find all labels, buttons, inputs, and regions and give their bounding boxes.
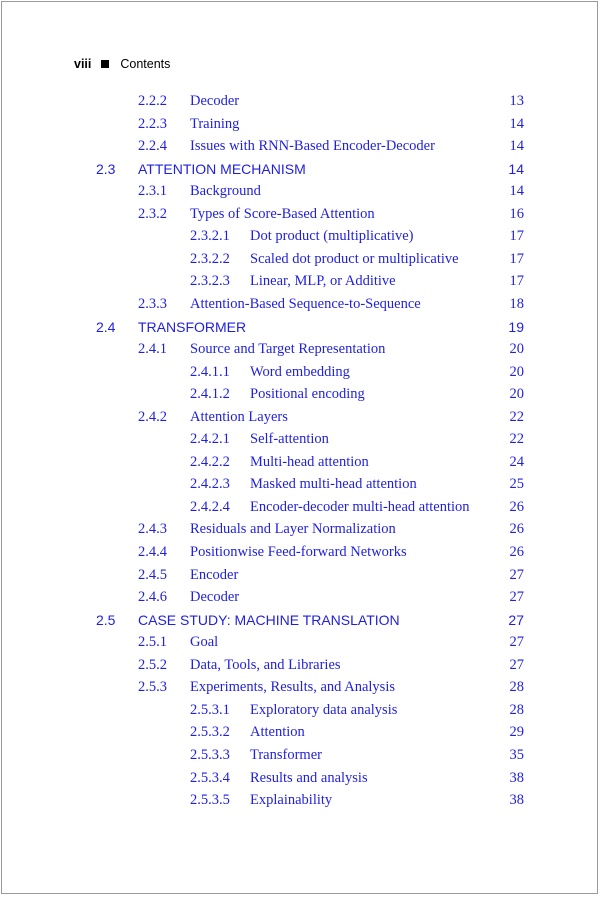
toc-entry-2-4-1-1[interactable]	[0, 361, 600, 383]
toc-entry-page: 14	[508, 160, 524, 177]
toc-entry-page: 20	[509, 386, 524, 403]
toc-entry-2-4-4[interactable]	[0, 541, 600, 563]
toc-entry-title: Issues with RNN-Based Encoder-Decoder	[190, 138, 435, 155]
toc-entry-page: 17	[509, 273, 524, 290]
toc-entry-2-4-2-2[interactable]	[0, 451, 600, 473]
toc-entry-title: Experiments, Results, and Analysis	[190, 679, 395, 696]
toc-entry-2-4-2-4[interactable]	[0, 496, 600, 518]
toc-entry-page: 26	[509, 498, 524, 515]
toc-entry-2-3-2-2[interactable]	[0, 248, 600, 270]
toc-entry-2-4-1-2[interactable]	[0, 383, 600, 405]
toc-entry-number: 2.4.1.2	[190, 386, 230, 403]
toc-entry-title: Scaled dot product or multiplicative	[250, 250, 459, 267]
toc-entry-number: 2.5.3.1	[190, 701, 230, 718]
toc-entry-page: 13	[509, 93, 524, 109]
toc-entry-number: 2.5.3	[138, 679, 167, 696]
toc-entry-2-5-1[interactable]	[0, 631, 600, 653]
toc-entry-page: 27	[509, 634, 524, 651]
toc-entry-number: 2.5	[96, 611, 116, 628]
toc-entry-number: 2.5.1	[138, 634, 167, 651]
toc-entry-number: 2.3.2.1	[190, 228, 230, 245]
toc-entry-title: Decoder	[190, 589, 240, 606]
toc-entry-title: Source and Target Representation	[190, 341, 386, 358]
toc-entry-2-4-2-3[interactable]	[0, 473, 600, 495]
toc-entry-2-5-3-5[interactable]	[0, 789, 600, 811]
toc-entry-title: Encoder-decoder multi-head attention	[250, 498, 470, 515]
toc-entry-number: 2.3	[96, 160, 116, 177]
toc-entry-2-4-1[interactable]	[0, 338, 600, 360]
toc-entry-title: Self-attention	[250, 431, 329, 448]
toc-entry-page: 29	[509, 724, 524, 741]
toc-entry-number: 2.2.2	[138, 93, 167, 109]
toc-entry-title: Exploratory data analysis	[250, 701, 398, 718]
toc-entry-title: Residuals and Layer Normalization	[190, 521, 396, 538]
toc-entry-page: 14	[509, 183, 524, 200]
toc-entry-number: 2.5.3.5	[190, 792, 230, 809]
toc-entry-number: 2.4.6	[138, 589, 167, 606]
toc-entry-number: 2.4.2.3	[190, 476, 230, 493]
toc-entry-page: 22	[509, 408, 524, 425]
toc-entry-title: Dot product (multiplicative)	[250, 228, 414, 245]
toc-entry-page: 24	[509, 453, 524, 470]
toc-entry-title: Transformer	[250, 746, 322, 763]
toc-entry-number: 2.2.4	[138, 138, 167, 155]
toc-entry-page: 38	[509, 769, 524, 786]
toc-entry-2-5-3-3[interactable]	[0, 744, 600, 766]
toc-entry-2-3-1[interactable]	[0, 180, 600, 202]
toc-entry-number: 2.3.2	[138, 205, 167, 222]
toc-entry-number: 2.4.2.4	[190, 498, 230, 515]
toc-entry-2-5-2[interactable]	[0, 654, 600, 676]
toc-entry-page: 17	[509, 250, 524, 267]
toc-entry-page: 38	[509, 792, 524, 809]
toc-entry-page: 16	[509, 205, 524, 222]
toc-entry-number: 2.5.3.2	[190, 724, 230, 741]
toc-entry-title: Linear, MLP, or Additive	[250, 273, 396, 290]
toc-entry-number: 2.5.2	[138, 656, 167, 673]
toc-entry-2-2-3[interactable]	[0, 113, 600, 135]
toc-entry-page: 28	[509, 701, 524, 718]
toc-entry-2-2-2[interactable]	[0, 90, 600, 112]
toc-entry-number: 2.5.3.4	[190, 769, 230, 786]
toc-entry-2-5[interactable]	[0, 609, 600, 631]
toc-entry-2-4[interactable]	[0, 316, 600, 338]
toc-entry-page: 26	[509, 521, 524, 538]
toc-entry-title: Background	[190, 183, 261, 200]
toc-entry-title: Results and analysis	[250, 769, 368, 786]
toc-entry-title: Data, Tools, and Libraries	[190, 656, 341, 673]
toc-entry-2-3[interactable]	[0, 158, 600, 180]
toc-entry-page: 17	[509, 228, 524, 245]
toc-entry-number: 2.4.2.2	[190, 453, 230, 470]
toc-entry-title: Positional encoding	[250, 386, 365, 403]
toc-entry-title: Attention-Based Sequence-to-Sequence	[190, 295, 421, 312]
toc-entry-title: Word embedding	[250, 363, 350, 380]
toc-entry-title: TRANSFORMER	[138, 318, 247, 335]
toc-entry-title: Attention Layers	[190, 408, 288, 425]
toc-entry-number: 2.4.2.1	[190, 431, 230, 448]
toc-entry-title: Training	[190, 115, 240, 132]
toc-entry-2-4-6[interactable]	[0, 586, 600, 608]
toc-entry-2-3-2[interactable]	[0, 203, 600, 225]
toc-entry-title: Masked multi-head attention	[250, 476, 417, 493]
toc-entry-page: 19	[508, 318, 524, 335]
toc-entry-page: 35	[509, 746, 524, 763]
toc-entry-number: 2.4.2	[138, 408, 167, 425]
toc-entry-page: 28	[509, 679, 524, 696]
toc-entry-2-5-3-1[interactable]	[0, 699, 600, 721]
toc-entry-title: Explainability	[250, 792, 333, 809]
toc-entry-number: 2.3.3	[138, 295, 167, 312]
toc-entry-number: 2.3.2.2	[190, 250, 230, 267]
toc-entry-number: 2.4.1.1	[190, 363, 230, 380]
toc-entry-number: 2.3.2.3	[190, 273, 230, 290]
toc-entry-2-4-2[interactable]	[0, 406, 600, 428]
toc-entry-page: 14	[509, 115, 524, 132]
toc-entry-number: 2.5.3.3	[190, 746, 230, 763]
toc-entry-page: 14	[509, 138, 524, 155]
toc-entry-number: 2.3.1	[138, 183, 167, 200]
toc-entry-page: 26	[509, 544, 524, 560]
toc-entry-2-3-3[interactable]	[0, 293, 600, 315]
toc-entry-number: 2.4	[96, 318, 116, 335]
toc-entry-page: 27	[508, 611, 524, 628]
toc-entry-number: 2.4.1	[138, 341, 167, 358]
toc-entry-title: Multi-head attention	[250, 453, 369, 470]
toc-entry-title: ATTENTION MECHANISM	[138, 160, 306, 177]
page-number-label: viii	[74, 57, 92, 71]
toc-entry-page: 27	[509, 589, 524, 606]
toc-entry-number: 2.4.3	[138, 521, 167, 538]
toc-entry-page: 20	[509, 363, 524, 380]
toc-entry-2-3-2-3[interactable]	[0, 270, 600, 292]
toc-entry-title: CASE STUDY: MACHINE TRANSLATION	[138, 611, 400, 628]
toc-entry-title: Types of Score-Based Attention	[190, 205, 375, 222]
toc-entry-title: Attention	[250, 724, 305, 741]
toc-entry-2-2-4[interactable]	[0, 135, 600, 157]
toc-entry-2-5-3-4[interactable]	[0, 767, 600, 789]
toc-entry-title: Decoder	[190, 93, 240, 109]
section-label: Contents	[120, 57, 171, 71]
toc-entry-2-5-3[interactable]	[0, 676, 600, 698]
toc-entry-2-3-2-1[interactable]	[0, 225, 600, 247]
toc-entry-2-4-5[interactable]	[0, 564, 600, 586]
toc-entry-page: 20	[509, 341, 524, 358]
toc-entry-title: Encoder	[190, 566, 239, 583]
toc-entry-page: 27	[509, 566, 524, 583]
toc-entry-2-4-3[interactable]	[0, 518, 600, 540]
toc-entry-number: 2.4.4	[138, 544, 167, 560]
square-bullet-icon	[101, 60, 109, 68]
toc-entry-2-4-2-1[interactable]	[0, 428, 600, 450]
toc-entry-title: Goal	[190, 634, 219, 651]
toc-entry-page: 27	[509, 656, 524, 673]
toc-entry-number: 2.4.5	[138, 566, 167, 583]
toc-entry-2-5-3-2[interactable]	[0, 721, 600, 743]
toc-entry-page: 18	[509, 295, 524, 312]
toc-entry-page: 22	[509, 431, 524, 448]
running-head	[74, 55, 170, 73]
toc-entry-number: 2.2.3	[138, 115, 167, 132]
toc-entry-page: 25	[509, 476, 524, 493]
toc-entry-title: Positionwise Feed-forward Networks	[190, 544, 407, 560]
